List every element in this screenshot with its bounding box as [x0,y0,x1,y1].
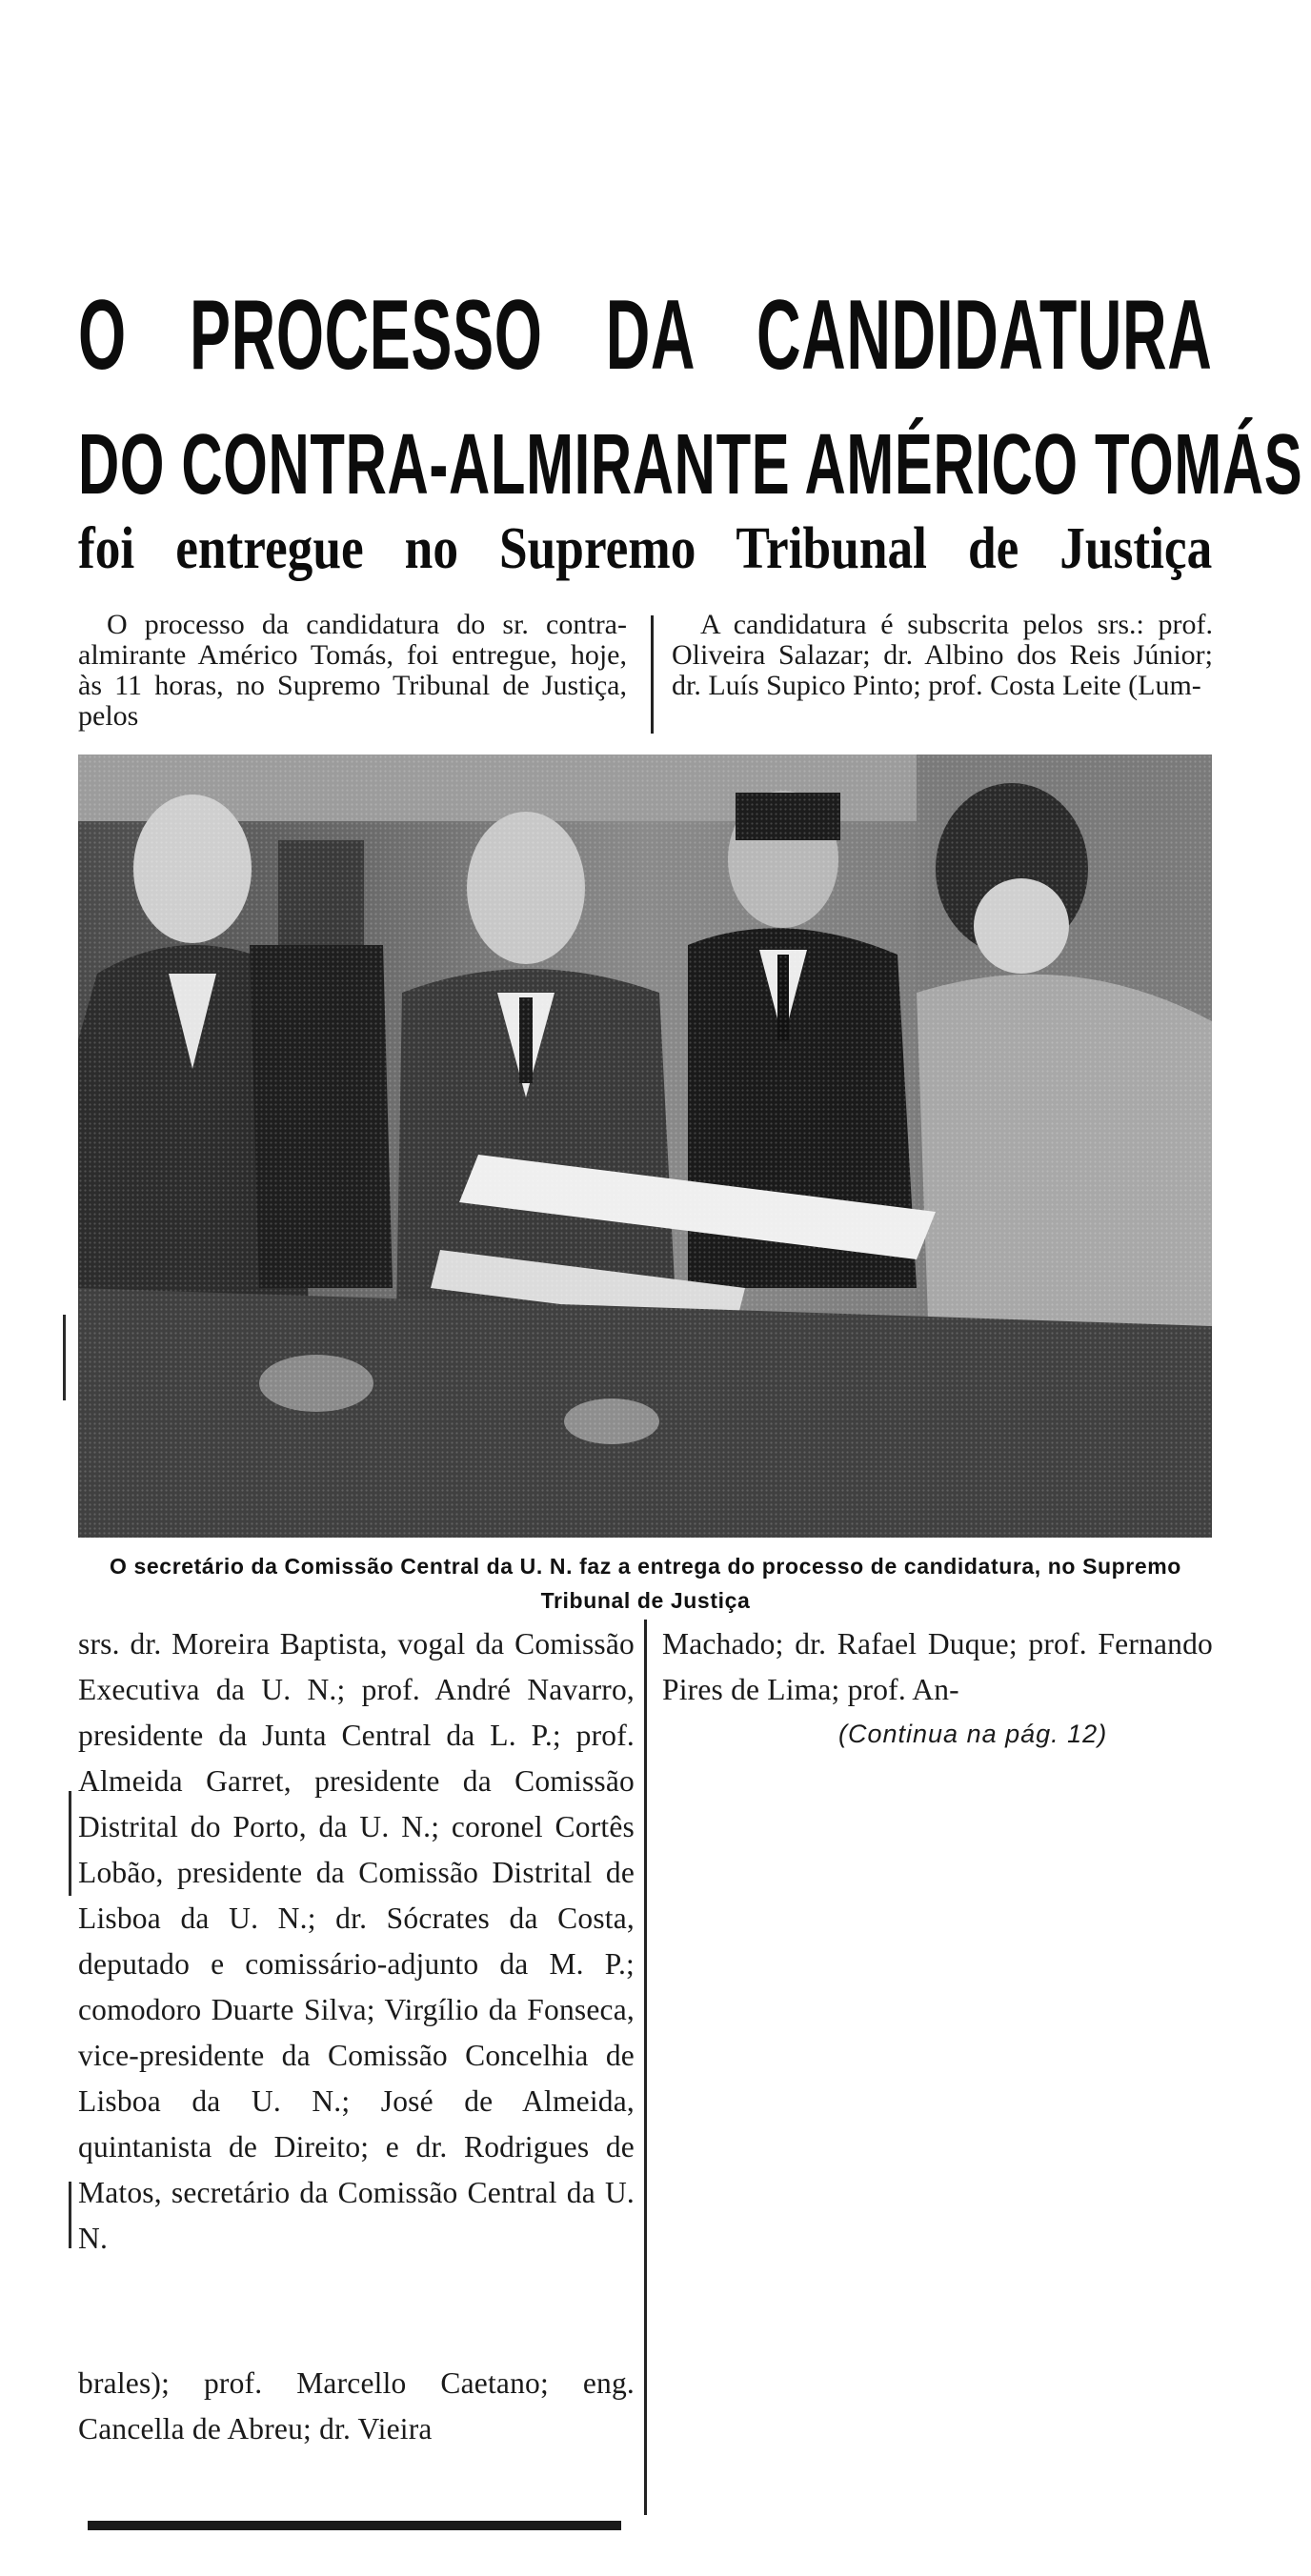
continuation-note: (Continua na pág. 12) [838,1720,1108,1748]
column-divider [644,1620,647,2515]
body-paragraph-left-tail: brales); prof. Marcello Caetano; eng. Cancella de Abreu; dr. Vieira [78,2366,635,2445]
body-paragraph-left: srs. dr. Moreira Baptista, vogal da Comissão Executiva da U. N.; prof. André Navarro, presidente da Junta Central da L. P.; prof. Almeida Garret, presidente da Comissão Distrital do Porto, da U. N.; coronel Cortês Lobão, presidente da Comissão Distrital de Lisboa da U. N.; dr. Sócrates da Costa, deputado e comissário-adjunto da M. P.; comodoro Duarte Silva; Virgílio da Fonseca, vice-presidente da Comissão Concelhia de Lisboa da U. N.; José de Almeida, quintanista de Direito; e dr. Rodrigues de Matos, secretário da Comissão Central da U. N. [78,1627,635,2255]
margin-mark [69,1791,71,1896]
headline-subtitle: foi entregue no Supremo Tribunal de Justiça [78,516,1213,581]
bottom-rule [88,2521,621,2530]
photo-caption: O secretário da Comissão Central da U. N. faz a entrega do processo de candidatura, no Supremo Tribunal de Justiça [110,1554,1181,1613]
margin-mark [69,2182,71,2248]
headline-line-1: O PROCESSO DA CANDIDATURA [78,280,1213,391]
margin-mark [63,1315,66,1400]
headline-line-2: DO CONTRA-ALMIRANTE AMÉRICO TOMÁS [78,417,1303,513]
intro-paragraph-right: A candidatura é subscrita pelos srs.: prof. Oliveira Salazar; dr. Albino dos Reis Júnior; dr. Luís Supico Pinto; prof. Costa Leite (Lum- [672,609,1213,701]
body-paragraph-right: Machado; dr. Rafael Duque; prof. Fernando Pires de Lima; prof. An- [662,1627,1213,1706]
column-divider [651,615,654,734]
intro-paragraph-left: O processo da candidatura do sr. contra-almirante Américo Tomás, foi entregue, hoje, às 11 horas, no Supremo Tribunal de Justiça, pelos [78,609,627,732]
photo-illustration [78,755,1212,1538]
news-photo [78,755,1212,1538]
